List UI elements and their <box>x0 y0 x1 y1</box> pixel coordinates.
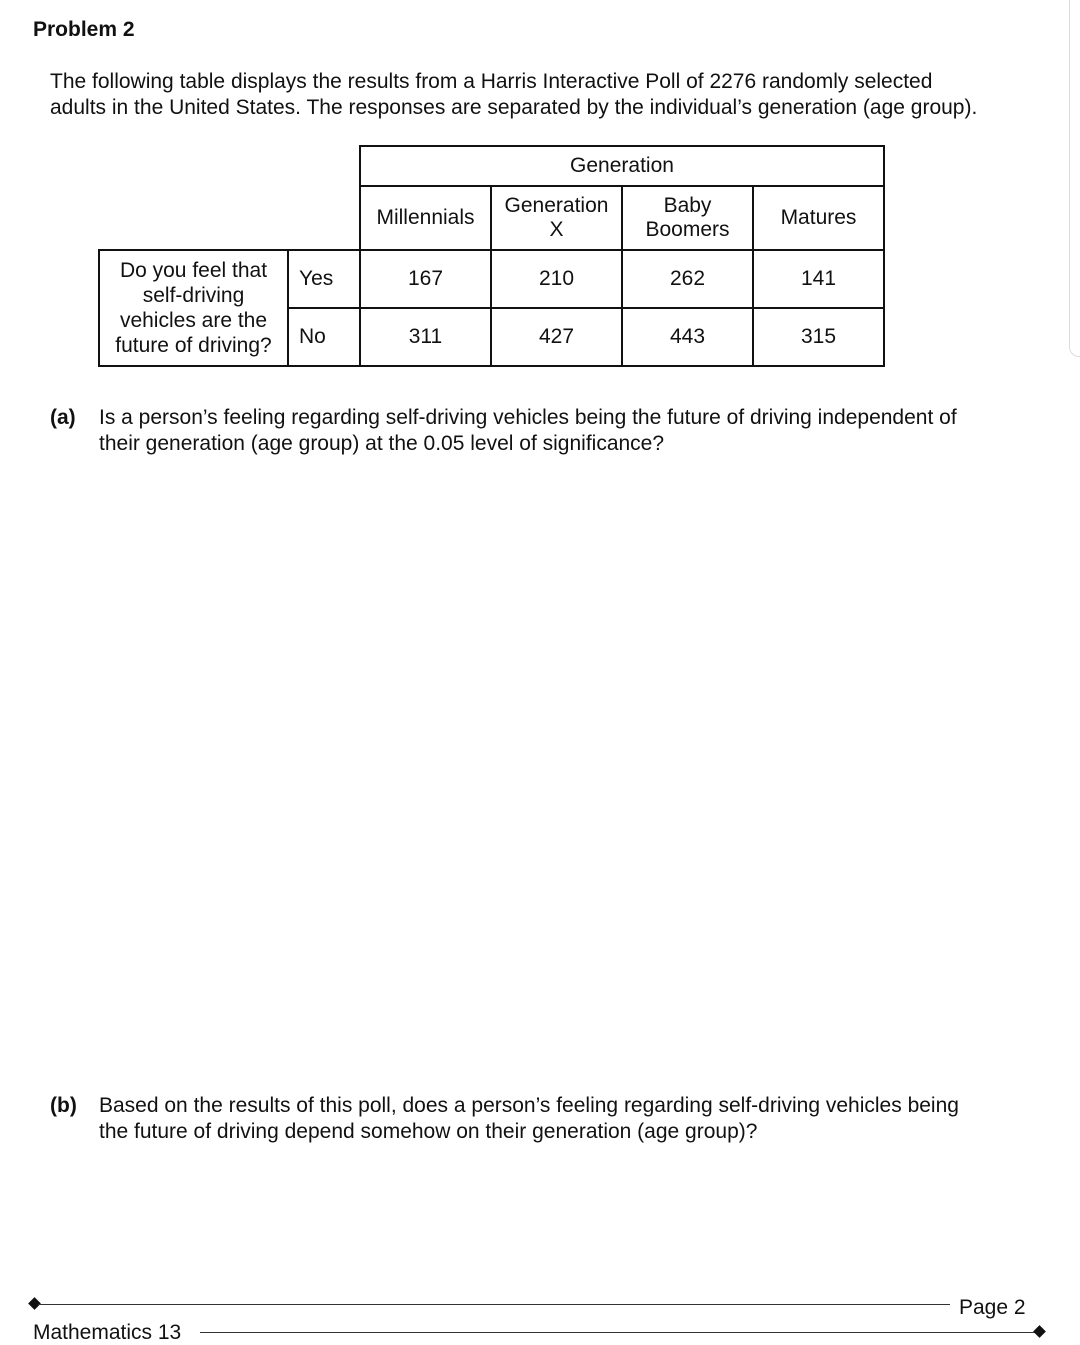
table-header-row <box>99 146 884 186</box>
column-header-line: Matures <box>780 206 857 229</box>
column-header-baby-boomers <box>622 186 753 250</box>
table-cell: 315 <box>753 308 884 366</box>
column-header-line: Baby <box>663 194 712 217</box>
column-header-generation-x <box>491 186 622 250</box>
question-a-line: their generation (age group) at the 0.05 level of significance? <box>99 432 665 455</box>
table-row <box>99 250 884 308</box>
table-cell: 443 <box>622 308 753 366</box>
problem-title: Problem 2 <box>33 18 135 41</box>
course-name: Mathematics 13 <box>33 1321 182 1344</box>
table-corner-blank <box>99 146 360 250</box>
question-b-line: Based on the results of this poll, does a person’s feeling regarding self-driving vehicles being <box>99 1094 959 1117</box>
table-cell: 262 <box>622 250 753 308</box>
page-number: Page 2 <box>959 1296 1026 1319</box>
question-a-label: (a) <box>50 406 76 429</box>
row-question <box>99 250 288 366</box>
question-a <box>50 405 1060 457</box>
column-header-line: Boomers <box>645 218 730 241</box>
intro-line: adults in the United States. The responses are separated by the individual’s generation (age group). <box>50 96 978 119</box>
column-header-millennials <box>360 186 491 250</box>
answer-label-no: No <box>288 308 360 366</box>
table-cell: 427 <box>491 308 622 366</box>
question-line: vehicles are the <box>119 309 268 332</box>
question-line: Do you feel that <box>119 259 268 282</box>
question-b-line: the future of driving depend somehow on their generation (age group)? <box>99 1120 758 1143</box>
answer-label-yes: Yes <box>288 250 360 308</box>
question-b <box>50 1093 1060 1145</box>
column-header-matures <box>753 186 884 250</box>
table-cell: 167 <box>360 250 491 308</box>
question-line: self-driving <box>142 284 245 307</box>
footer-diamond-right-icon <box>1033 1325 1046 1338</box>
question-b-body <box>99 1093 1060 1145</box>
intro-line: The following table displays the results from a Harris Interactive Poll of 2276 randomly selected <box>50 70 933 93</box>
question-line: future of driving? <box>115 334 272 357</box>
question-a-body <box>99 405 1060 457</box>
table-cell: 311 <box>360 308 491 366</box>
question-b-label: (b) <box>50 1094 77 1117</box>
intro-paragraph <box>50 69 1050 121</box>
question-a-line: Is a person’s feeling regarding self-driving vehicles being the future of driving independent of <box>99 406 957 429</box>
table-cell: 210 <box>491 250 622 308</box>
column-header-line: X <box>549 218 564 241</box>
generation-header: Generation <box>360 146 884 186</box>
footer-rule-bottom <box>200 1332 1040 1333</box>
scrollbar-edge[interactable] <box>1069 0 1080 357</box>
poll-table <box>98 145 885 367</box>
column-header-line: Generation <box>504 194 609 217</box>
table-cell: 141 <box>753 250 884 308</box>
footer-rule-top <box>38 1304 950 1305</box>
column-header-line: Millennials <box>376 206 475 229</box>
